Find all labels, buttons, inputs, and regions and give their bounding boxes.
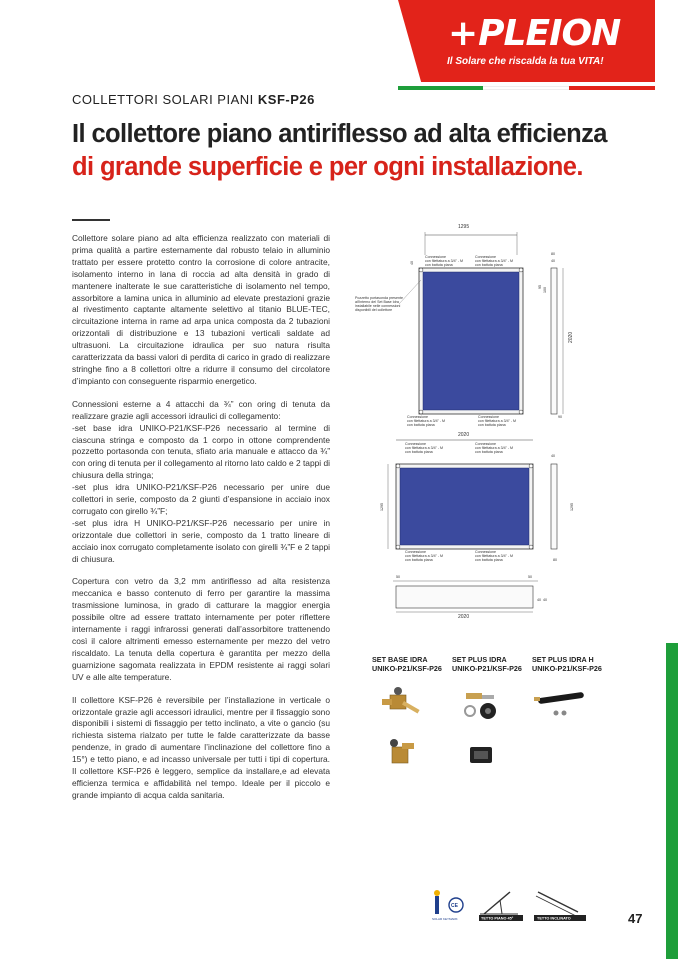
set-base-idra-model: UNIKO-P21/KSF-P26 <box>372 664 442 673</box>
ce-cert-icon <box>449 898 463 912</box>
set-plus-idra-model: UNIKO-P21/KSF-P26 <box>452 664 522 673</box>
category-text: COLLETTORI SOLARI PIANI <box>72 92 254 107</box>
svg-text:con battuta piana: con battuta piana <box>405 450 433 454</box>
vertical-width-label: 1295 <box>458 224 470 230</box>
svg-text:Connessione: Connessione <box>405 550 426 554</box>
flag-stripe-white <box>483 86 569 90</box>
set-plus-idra-image <box>452 677 512 777</box>
vertical-height-label: 2020 <box>568 331 574 343</box>
horizontal-width-label: 2020 <box>458 432 470 438</box>
svg-text:40: 40 <box>551 454 555 458</box>
page-subtitle: di grande superficie e per ogni installazione. <box>72 153 583 181</box>
svg-text:TETTO PIANO 45°: TETTO PIANO 45° <box>481 916 514 921</box>
vertical-collector-drawing <box>355 224 574 427</box>
probe-note: Pozzetto portasonda presente <box>355 296 403 300</box>
horizontal-height-label: 1295 <box>570 503 574 511</box>
svg-text:installabile nelle connessioni: installabile nelle connessioni <box>355 304 401 308</box>
section-divider <box>72 219 110 221</box>
svg-text:Connessione: Connessione <box>475 550 496 554</box>
flat-roof-icon <box>479 892 523 921</box>
brand-tagline: Il Solare che riscalda la tua VITA! <box>447 56 604 67</box>
flag-stripe-red <box>569 86 655 90</box>
page-number: 47 <box>628 911 643 926</box>
svg-text:80: 80 <box>553 558 557 562</box>
set-plus-idra-h <box>532 655 612 782</box>
product-category <box>72 92 315 107</box>
set-plus-idra-h-image <box>532 677 592 777</box>
svg-text:con battuta piana: con battuta piana <box>475 263 503 267</box>
set-plus-idra-h-title: SET PLUS IDRA H <box>532 655 594 664</box>
flag-stripe-green <box>398 86 483 90</box>
svg-text:40: 40 <box>410 261 414 265</box>
svg-text:con filettatura a 3/4" - M: con filettatura a 3/4" - M <box>405 446 444 450</box>
svg-text:Connessione: Connessione <box>475 442 496 446</box>
svg-text:all'interno del Set Base Idra: all'interno del Set Base Idra <box>355 300 399 304</box>
svg-text:con filettatura a 3/4" - M: con filettatura a 3/4" - M <box>475 446 514 450</box>
svg-text:con filettatura a 3/4" - M: con filettatura a 3/4" - M <box>407 419 446 423</box>
horizontal-collector-drawing <box>380 432 574 620</box>
svg-text:50: 50 <box>396 575 400 579</box>
top-connection-right-label: Connessione <box>475 255 496 259</box>
bottom-connection-right-label: Connessione <box>478 415 499 419</box>
brand-plus-icon: + <box>448 13 478 54</box>
footer-certifications <box>432 886 597 926</box>
set-base-idra-image <box>372 677 432 777</box>
body-text <box>72 233 330 813</box>
svg-text:con battuta piana: con battuta piana <box>475 558 503 562</box>
horizontal-bottom-view <box>396 586 533 608</box>
svg-text:Connessione: Connessione <box>405 442 426 446</box>
svg-text:90: 90 <box>558 415 562 419</box>
pitched-roof-icon <box>534 892 586 921</box>
svg-text:TETTO INCLINATO: TETTO INCLINATO <box>537 916 571 921</box>
svg-text:con battuta piana: con battuta piana <box>425 263 453 267</box>
svg-text:con battuta piana: con battuta piana <box>407 423 435 427</box>
top-connection-left-label: Connessione <box>425 255 446 259</box>
svg-text:con filettatura a 3/4" - M: con filettatura a 3/4" - M <box>478 419 517 423</box>
svg-text:disponibili del collettore: disponibili del collettore <box>355 308 393 312</box>
svg-text:40: 40 <box>537 598 541 602</box>
page-title: Il collettore piano antiriflesso ad alta efficienza <box>72 120 607 148</box>
set-plus-idra-h-model: UNIKO-P21/KSF-P26 <box>532 664 602 673</box>
paragraph-glass-cover: Copertura con vetro da 3,2 mm antiriflesso ad alta resistenza meccanica e basso contenuto di ferro per garantire la massima trasmissione luminosa, in grado di catturare la maggior energia possibile oltre ad essere trattato internamente per poter riflettere internamente i raggi infrarossi generati dall’assorbitore trattenendo così il calore altrimenti emesso esternamente per mezzo del vetro riscaldato. La tenuta della copertura è garantita per mezzo della guarnizione sagomata realizzata in EPDM resistente ai raggi solari UV e alle alte temperature. <box>72 576 330 682</box>
vertical-side-view <box>551 268 557 414</box>
set-plus-idra-title: SET PLUS IDRA <box>452 655 507 664</box>
green-side-bar <box>666 643 678 959</box>
paragraph-installation: Il collettore KSF-P26 è reversibile per l’installazione in verticale o orizzontale grazie agli accessori idraulici, mentre per il fissaggio sono disponibili i sistemi di fissaggio per tetto inclinato, a vite o gancio (su richiesta sistema rialzato per tutte le falde caratterizzate da basse pendenze, in grado di aumentare l’inclinazione del collettore fino a 15°) e tetto piano, e ad incasso universale per tutti i tipi di copertura. Il collettore KSF-P26 è leggero, semplice da installare,e ad elevata efficienza termica e affidabilità nel tempo. Ideale per il piccolo e grande impianto di acqua calda sanitaria. <box>72 694 330 800</box>
svg-text:100: 100 <box>543 287 547 293</box>
svg-text:con filettatura a 3/4" - M: con filettatura a 3/4" - M <box>405 554 444 558</box>
horizontal-absorber <box>400 468 529 545</box>
technical-drawings <box>353 215 593 625</box>
svg-text:con filettatura a 3/4" - M: con filettatura a 3/4" - M <box>425 259 464 263</box>
svg-text:80: 80 <box>551 252 555 256</box>
svg-text:con filettatura a 3/4" - M: con filettatura a 3/4" - M <box>475 554 514 558</box>
set-base-idra-title: SET BASE IDRA <box>372 655 428 664</box>
horizontal-left-label: 1295 <box>380 503 384 511</box>
svg-text:40: 40 <box>551 259 555 263</box>
svg-text:SOLAR KEYMARK: SOLAR KEYMARK <box>432 917 458 921</box>
brand-logo <box>448 14 620 54</box>
paragraph-description: Collettore solare piano ad alta efficienza realizzato con materiali di prima qualità a partire esternamente dal robusto telaio in alluminio trattato per essere protetto contro la corrosione di colore antracite, isolamento interno in lana di roccia ad alta densità in grado di mantenere inalterate le sue caratteristiche di isolamento nel tempo, assorbitore a lamina unica in alluminio ad elevate prestazioni grazie al rivestimento captante altamente selettivo al titanio BLUE-TEC, circuitazione interna in rame ad arpa unica composta da 2 tubazioni orizzontali di distribuzione e 13 tubazioni verticali saldate ad ultrasuoni. La circuitazione idraulica per suo natura risulta caratterizzata da bassi valori di perdita di carico in grado di realizzare stringhe fino a 8 collettori oltre a ridurre il consumo del circolatore d’impianto con conseguente risparmio energetico. <box>72 233 330 386</box>
svg-text:con filettatura a 3/4" - M: con filettatura a 3/4" - M <box>475 259 514 263</box>
vertical-absorber <box>423 272 519 410</box>
model-code: KSF-P26 <box>257 92 315 107</box>
set-base-idra <box>372 655 452 782</box>
svg-text:50: 50 <box>528 575 532 579</box>
svg-text:con battuta piana: con battuta piana <box>475 450 503 454</box>
svg-text:CE: CE <box>451 903 458 909</box>
svg-text:95: 95 <box>538 285 542 289</box>
brand-name: PLEION <box>478 13 621 54</box>
paragraph-connections: Connessioni esterne a 4 attacchi da ¾” con oring di tenuta da realizzare grazie agli accessori idraulici di collegamento: -set base idra UNIKO-P21/KSF-P26 necessario al termine di ciascuna stringa e composto da 1 corpo in ottone comprendente pozzetto portasonda con tenuta, sfiato aria manuale e attacco da ¾” con oring di tenuta per il collegamento al ritorno lato caldo e 2 tappi di chiusura della stringa; -set plus idra UNIKO-P21/KSF-P26 necessario per unire due collettori in serie, composto da 2 giunti d’espansione in acciaio inox corrugato con girello ¾”F; -set plus idra H UNIKO-P21/KSF-P26 necessario per unire in orizzontale due collettori in serie, composto da 1 tratto lineare di acciaio inox corrugato completamente isolato con girelli ¾”F e 2 tappi di chiusura. <box>72 398 330 564</box>
svg-text:con battuta piana: con battuta piana <box>478 423 506 427</box>
set-plus-idra <box>452 655 532 782</box>
svg-text:con battuta piana: con battuta piana <box>405 558 433 562</box>
svg-text:40: 40 <box>543 598 547 602</box>
horizontal-side-view <box>551 464 557 549</box>
bottom-connection-left-label: Connessione <box>407 415 428 419</box>
horizontal-bottom-width-label: 2020 <box>458 614 470 620</box>
